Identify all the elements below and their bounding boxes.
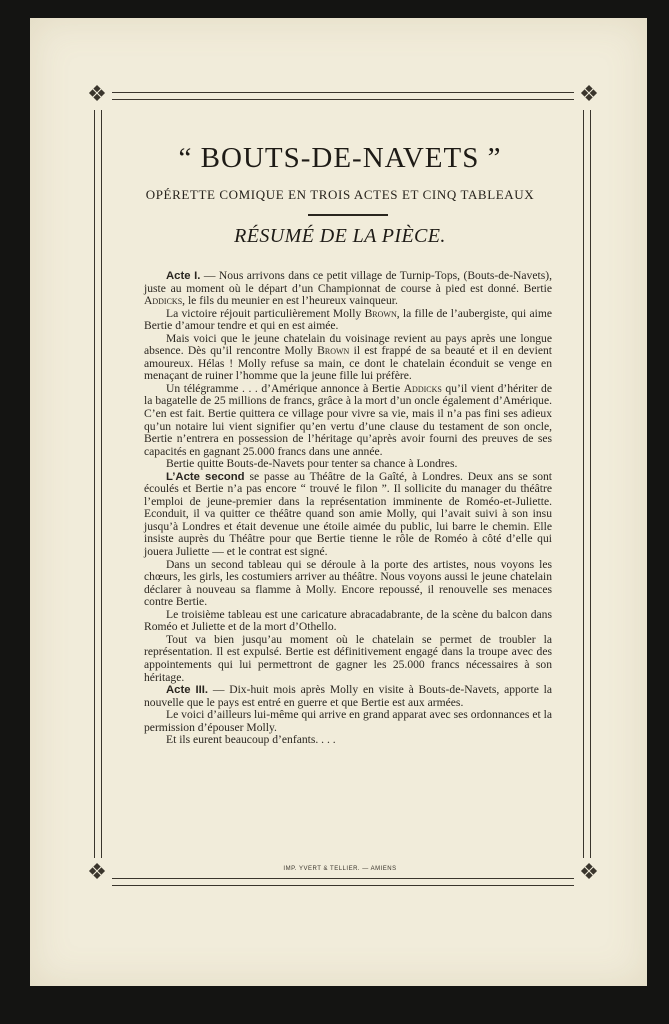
paragraph-act-3: Acte III. — Dix-huit mois après Molly en visite à Bouts-de-Navets, apporte la nouvelle que le pays est entré en guerre et que Bertie est aux armées. [144,683,552,709]
paragraph: Mais voici que le jeune chatelain du voisinage revient au pays après une longue absence. Dès qu’il rencontre Molly Brown il est frappé de sa beauté et il en devient amoureux. Hélas ! Molly refuse sa main, ce dont le chatelain éconduit se venge en menaçant de ruiner l’homme que la jeune fille lui préfère. [144,331,552,383]
paragraph: Tout va bien jusqu’au moment où le chatelain se permet de troubler la représentation. Il est expulsé. Bertie est définitivement engagé dans la troupe avec des appointements qui lui permettront de gagner les 25.000 francs nécessaires à son héritage. [144,632,552,684]
title-divider [308,214,388,216]
paragraph: Un télégramme . . . d’Amérique annonce à Bertie Addicks qu’il vient d’hériter de la bagatelle de 25 millions de francs, grâce à la mort d’un oncle également d’Amérique. C’en est fait. Bertie quittera ce village pour vivre sa vie, mais il n’a pas fini ses adieux qu’un notaire lui vient signifier qu’en vertu d’une clause du testament de son oncle, Bertie n’entrera en possession de l’héritage qu’après avoir fourni des preuves de ses capacités en gagnant 25.000 francs dans une année. [144,381,552,458]
paragraph: Le troisième tableau est une caricature abracadabrante, de la scène du balcon dans Roméo et Juliette et de la mort d’Othello. [144,607,552,634]
summary-heading: RÉSUMÉ DE LA PIÈCE. [234,225,446,247]
paragraph-act-1: Acte I. — Nous arrivons dans ce petit village de Turnip-Tops, (Bouts-de-Navets), juste au moment où le départ d’un Championnat de course à pied est donné. Bertie Addicks, le fils du meunier en est l’heureux vainqueur. [144,269,552,308]
paragraph: Dans un second tableau qui se déroule à la porte des artistes, nous voyons les chœurs, les girls, les costumiers arriver au théâtre. Nous voyons aussi le jeune chatelain déclarer à nouveau sa flamme à Molly. Encore repoussé, il renouvelle ses menaces contre Bertie. [144,557,552,609]
corner-ornament-icon: ❖ [574,80,604,110]
paragraph-act-2: L’Acte second se passe au Théâtre de la Gaîté, à Londres. Deux ans se sont écoulés et Bertie n’a pas encore “ trouvé le filon ”. Il sollicite du manager du théâtre l’emploi de jeune-premier dans la représentation imminente de Roméo-et-Juliette. Econduit, il va quitter ce théâtre quand son amie Molly, qui l’avait suivi à son insu jusqu’à Londres et était devenue une étoile aimée du public, lui barre le chemin. Elle insiste auprès du Théâtre pour que Bertie tienne le rôle de Roméo à côté d’elle qui jouera Juliette — et le contrat est signé. [144,469,553,559]
paragraph: Bertie quitte Bouts-de-Navets pour tenter sa chance à Londres. [166,457,458,471]
act-label: L’Acte second [166,470,245,483]
document-subtitle: OPÉRETTE COMIQUE EN TROIS ACTES ET CINQ TABLEAUX [145,187,535,202]
paragraph: Et ils eurent beaucoup d’enfants. . . . [166,733,336,747]
paragraph: Le voici d’ailleurs lui-même qui arrive en grand apparat avec ses ordonnances et la permission d’épouser Molly. [144,708,552,734]
program-sheet [30,18,647,986]
corner-ornament-icon: ❖ [82,80,112,110]
paragraph: La victoire réjouit particulièrement Molly Brown, la fille de l’aubergiste, qui aime Bertie d’amour tendre et qui en est aimée. [144,306,552,333]
act-label: Acte I. [166,270,201,282]
corner-ornament-icon: ❖ [574,858,604,888]
printer-imprint: IMP. YVERT & TELLIER. — AMIENS [283,866,397,872]
corner-ornament-icon: ❖ [82,858,112,888]
document-title: “ BOUTS-DE-NAVETS ” [178,142,502,174]
summary-body [144,270,552,747]
act-label: Acte III. [166,684,209,697]
